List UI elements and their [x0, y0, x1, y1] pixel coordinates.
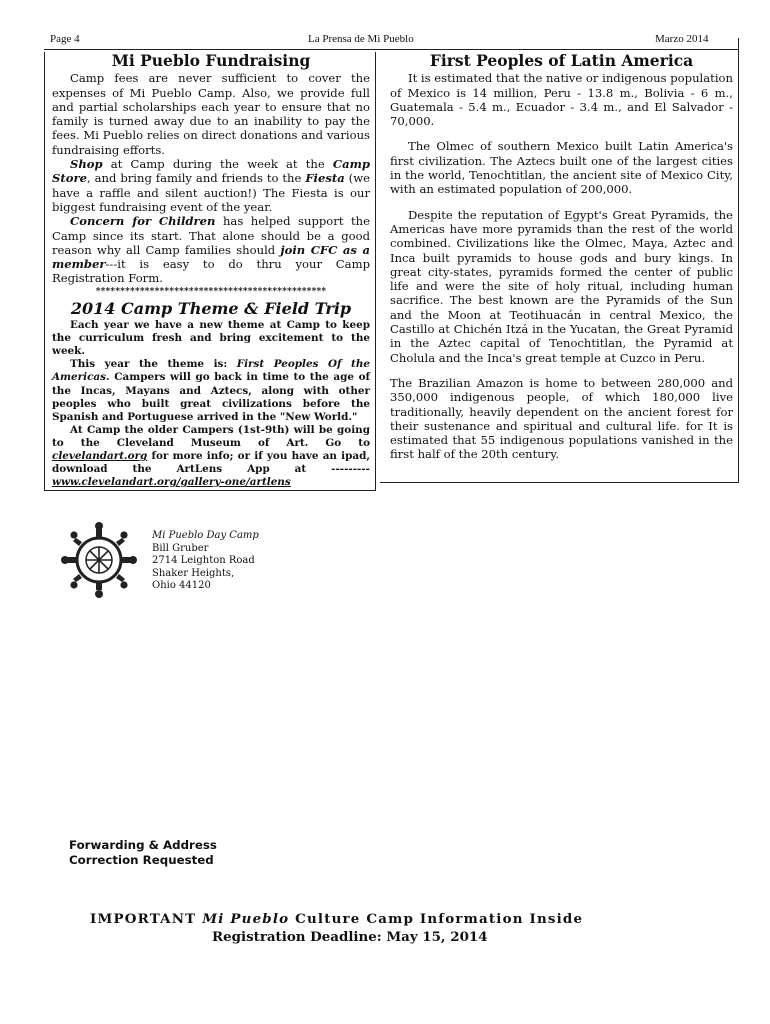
first-peoples-paragraph-1: It is estimated that the native or indigenous population of Mexico is 14 million, Peru - 13.8 m., Bolivia - 6 m., Guatemala - 5.4 m., Ecuador - 3.4 m., and El Salvador - 70,000.	[390, 71, 733, 129]
text-run: ---it is easy to do thru your Camp Registration Form.	[52, 257, 370, 286]
theme-name: First Peoples Of the Americas.	[52, 358, 370, 384]
text-run: , and bring family and friends to the	[86, 171, 306, 186]
join-cfc-emphasis: join CFC as a member	[52, 242, 371, 272]
forwarding-notice	[69, 838, 217, 868]
camp-store-emphasis: Camp Store	[52, 157, 370, 186]
text-run: Culture Camp Information Inside	[289, 911, 584, 927]
first-peoples-heading: First Peoples of Latin America	[429, 51, 694, 70]
text-run: at Camp during the week at the	[102, 157, 333, 172]
fundraising-heading: Mi Pueblo Fundraising	[111, 51, 311, 70]
text-run: This year the theme is:	[70, 358, 237, 371]
cfc-emphasis: Concern for Children	[70, 214, 216, 229]
newsletter-title: La Prensa de Mi Pueblo	[308, 33, 414, 45]
text-run: has helped support the Camp since its start. That alone should be a good reason why all Camp families should	[52, 214, 370, 257]
important-notice	[90, 911, 650, 928]
theme-paragraph-2	[52, 358, 370, 423]
artlens-link[interactable]: www.clevelandart.org/gallery-one/artlens	[52, 476, 291, 489]
fundraising-paragraph-2	[52, 157, 370, 214]
first-peoples-paragraph-2: The Olmec of southern Mexico built Latin America's first civilization. The Aztecs built one of the largest cities in the world, Tenochtitlan, the ancient site of Mexico City, with an estimated population of 200,000.	[390, 139, 733, 197]
page-number: Page 4	[50, 33, 80, 45]
fundraising-paragraph-1: Camp fees are never sufficient to cover the expenses of Mi Pueblo Camp. Also, we provide full and partial scholarships each year to ensure that no family is turned away due to an inability to pay the fees. Mi Pueblo relies on direct donations and various fundraising efforts.	[52, 71, 370, 157]
return-name: Bill Gruber	[152, 542, 209, 554]
left-column	[52, 52, 370, 489]
return-city: Shaker Heights,	[152, 567, 235, 579]
shop-emphasis: Shop	[70, 157, 103, 172]
camp-theme-heading: 2014 Camp Theme & Field Trip	[70, 298, 352, 318]
theme-paragraph-1: Each year we have a new theme at Camp to keep the curriculum fresh and bring excitement to the week.	[52, 319, 370, 358]
page-header	[44, 33, 738, 50]
theme-paragraph-3	[52, 424, 370, 489]
section-divider-stars: ***********************************************	[95, 286, 327, 297]
circle-of-dancers-logo	[60, 518, 138, 600]
clevelandart-link[interactable]: clevelandart.org	[52, 449, 148, 462]
return-address	[152, 530, 259, 593]
fiesta-emphasis: Fiesta	[305, 171, 345, 186]
right-column	[390, 52, 733, 462]
issue-date: Marzo 2014	[655, 33, 709, 45]
text-run: (we have a raffle and silent auction!) The Fiesta is our biggest fundraising event of the year.	[52, 171, 370, 214]
mi-pueblo-emphasis: Mi Pueblo	[202, 911, 290, 927]
text-run: At Camp the older Campers (1st-9th) will be going to the Cleveland Museum of Art. Go to	[52, 423, 370, 449]
text-run: Campers will go back in time to the age of the Incas, Mayans and Aztecs, along with other peoples who built great civilizations before the Spanish and Portuguese arrived in the "New World."	[52, 371, 370, 423]
first-peoples-paragraph-4: The Brazilian Amazon is home to between 280,000 and 350,000 indigenous people, of which 180,000 live traditionally, heavily dependent on the ancient forest for their sustenance and spiritual and cultural life. for It is estimated that 55 indigenous populations vanished in the first half of the 20th century.	[390, 375, 733, 462]
fundraising-paragraph-3	[52, 214, 370, 285]
header-divider	[738, 38, 739, 52]
forwarding-line-2: Correction Requested	[69, 853, 214, 867]
first-peoples-paragraph-3: Despite the reputation of Egypt's Great Pyramids, the Americas have more pyramids than the rest of the world combined. Civilizations like the Olmec, Maya, Aztec and Inca built pyramids to house gods and bury kings. In great city-states, pyramids formed the center of public life and were the site of holy ritual, including human sacrifice. The best known are the Pyramids of the Sun and the Moon at Teotihuacán in central Mexico, the Castillo at Chichén Itzá in the Yucatan, the Great Pyramid in the Aztec capital of Tenochtitlan, the Pyramid at Cholula and the Inca's great temple at Cuzco in Peru.	[390, 207, 733, 365]
forwarding-line-1: Forwarding & Address	[69, 838, 217, 852]
registration-deadline: Registration Deadline: May 15, 2014	[212, 929, 488, 945]
text-run: IMPORTANT	[90, 911, 203, 927]
text-run: for more info; or if you have an ipad, download the ArtLens App at ---------	[52, 449, 370, 476]
return-state-zip: Ohio 44120	[152, 580, 211, 592]
return-org: Mi Pueblo Day Camp	[152, 530, 259, 541]
return-street: 2714 Leighton Road	[152, 555, 255, 567]
